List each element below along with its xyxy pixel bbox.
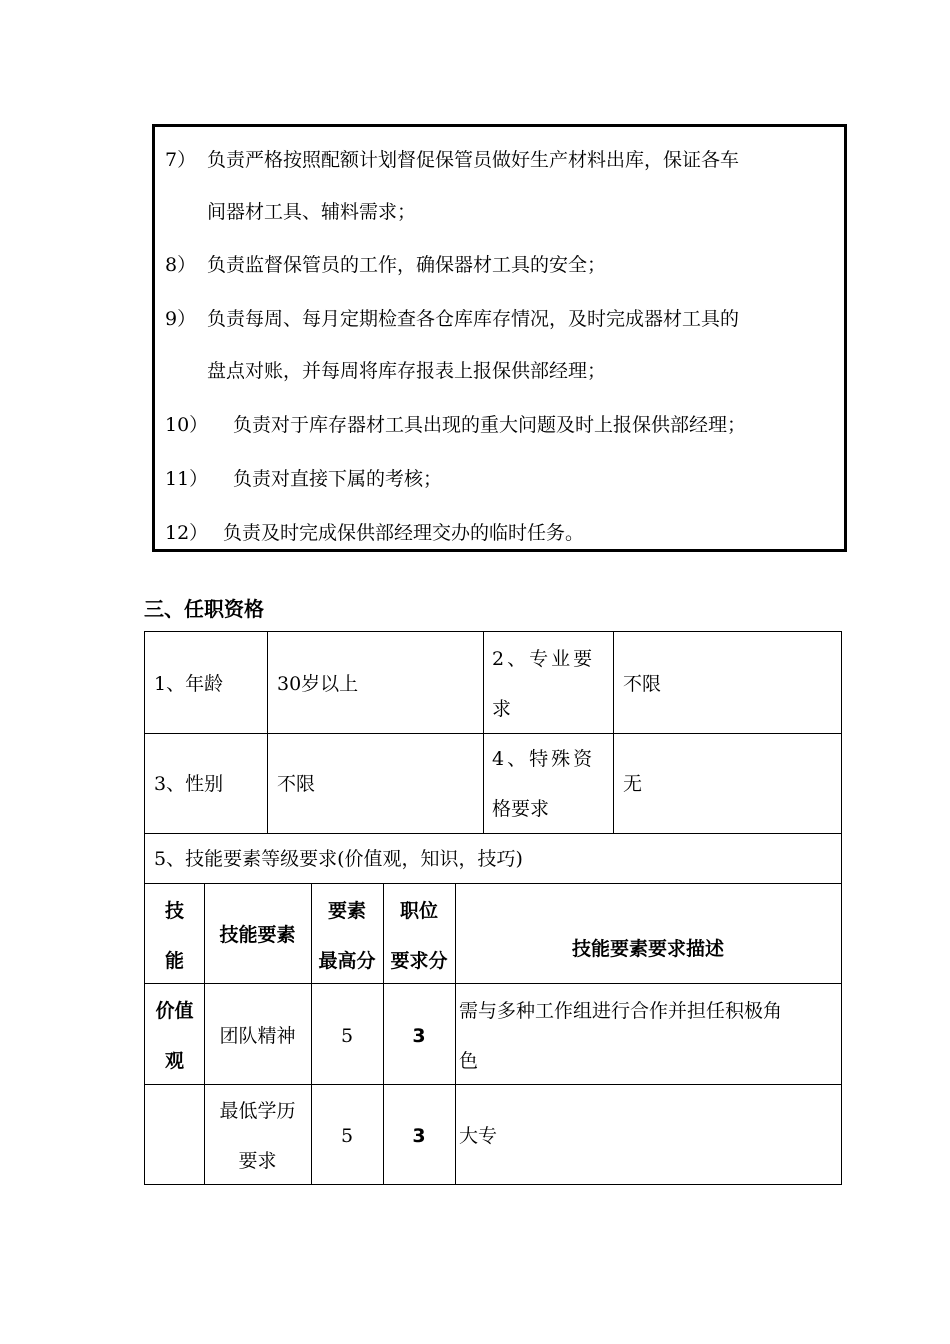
duty-text: 负责监督保管员的工作，确保器材工具的安全； [207, 254, 607, 276]
duty-text: 负责严格按照配额计划督促保管员做好生产材料出库，保证各车 [207, 149, 740, 171]
special-qualification-label: 4、特殊资 [492, 748, 596, 770]
duty-number: 10） [165, 414, 209, 436]
table-row-divider [145, 983, 841, 984]
duty-number: 8） [165, 254, 197, 276]
table-row-divider [145, 883, 841, 884]
duty-item [165, 521, 585, 545]
duty-number: 11） [165, 468, 209, 490]
gender-value: 不限 [277, 773, 316, 795]
duty-text: 负责及时完成保供部经理交办的临时任务。 [223, 522, 585, 544]
skill-header: 技 [164, 900, 184, 922]
duty-text: 负责对直接下属的考核； [233, 468, 443, 490]
skill-element: 最低学历 [219, 1100, 296, 1122]
skill-category: 观 [164, 1050, 184, 1072]
duty-item [165, 467, 443, 491]
major-value: 不限 [623, 673, 662, 695]
table-column-divider [455, 883, 456, 1185]
duty-text: 负责每周、每月定期检查各仓库库存情况，及时完成器材工具的 [207, 308, 740, 330]
table-row-divider [145, 1084, 841, 1085]
qualification-table [144, 631, 842, 1185]
table-row-divider [145, 733, 841, 734]
duty-text-continued: 间器材工具、辅料需求； [207, 201, 417, 223]
skill-header: 能 [164, 950, 184, 972]
required-score: 3 [412, 1025, 426, 1047]
duty-item [165, 307, 740, 331]
age-value: 30岁以上 [277, 673, 359, 695]
skill-element-header: 技能要素 [219, 924, 296, 946]
duty-number: 9） [165, 308, 197, 330]
table-row-divider [145, 833, 841, 834]
max-score: 5 [340, 1125, 354, 1147]
table-column-divider [613, 632, 614, 833]
major-label: 求 [492, 698, 512, 720]
duty-number: 12） [165, 522, 209, 544]
required-score-header: 职位 [399, 900, 438, 922]
skill-category: 价值 [155, 1000, 194, 1022]
gender-label: 3、性别 [154, 773, 224, 795]
table-column-divider [267, 632, 268, 833]
major-label: 2、专业要 [492, 648, 596, 670]
duty-item [165, 148, 740, 172]
duty-number: 7） [165, 149, 197, 171]
duty-text: 负责对于库存器材工具出现的重大问题及时上报保供部经理； [233, 414, 747, 436]
duty-text-continued: 盘点对账，并每周将库存报表上报保供部经理； [207, 360, 607, 382]
duty-item [165, 253, 607, 277]
duty-item [165, 413, 747, 437]
skills-heading: 5、技能要素等级要求(价值观，知识，技巧) [154, 848, 523, 870]
skill-description: 大专 [459, 1125, 498, 1147]
table-column-divider [483, 632, 484, 833]
description-header: 技能要素要求描述 [571, 938, 724, 960]
max-score-header: 最高分 [318, 950, 376, 972]
max-score-header: 要素 [327, 900, 366, 922]
special-qualification-value: 无 [623, 773, 643, 795]
skill-element: 要求 [238, 1150, 277, 1172]
section-title: 三、任职资格 [144, 597, 264, 621]
duties-box [152, 124, 847, 552]
age-label: 1、年龄 [154, 673, 224, 695]
max-score: 5 [340, 1025, 354, 1047]
skill-description: 需与多种工作组进行合作并担任积极角 [459, 1000, 783, 1022]
required-score: 3 [412, 1125, 426, 1147]
skill-description: 色 [459, 1050, 479, 1072]
skill-element: 团队精神 [219, 1025, 296, 1047]
special-qualification-label: 格要求 [492, 798, 550, 820]
required-score-header: 要求分 [390, 950, 448, 972]
